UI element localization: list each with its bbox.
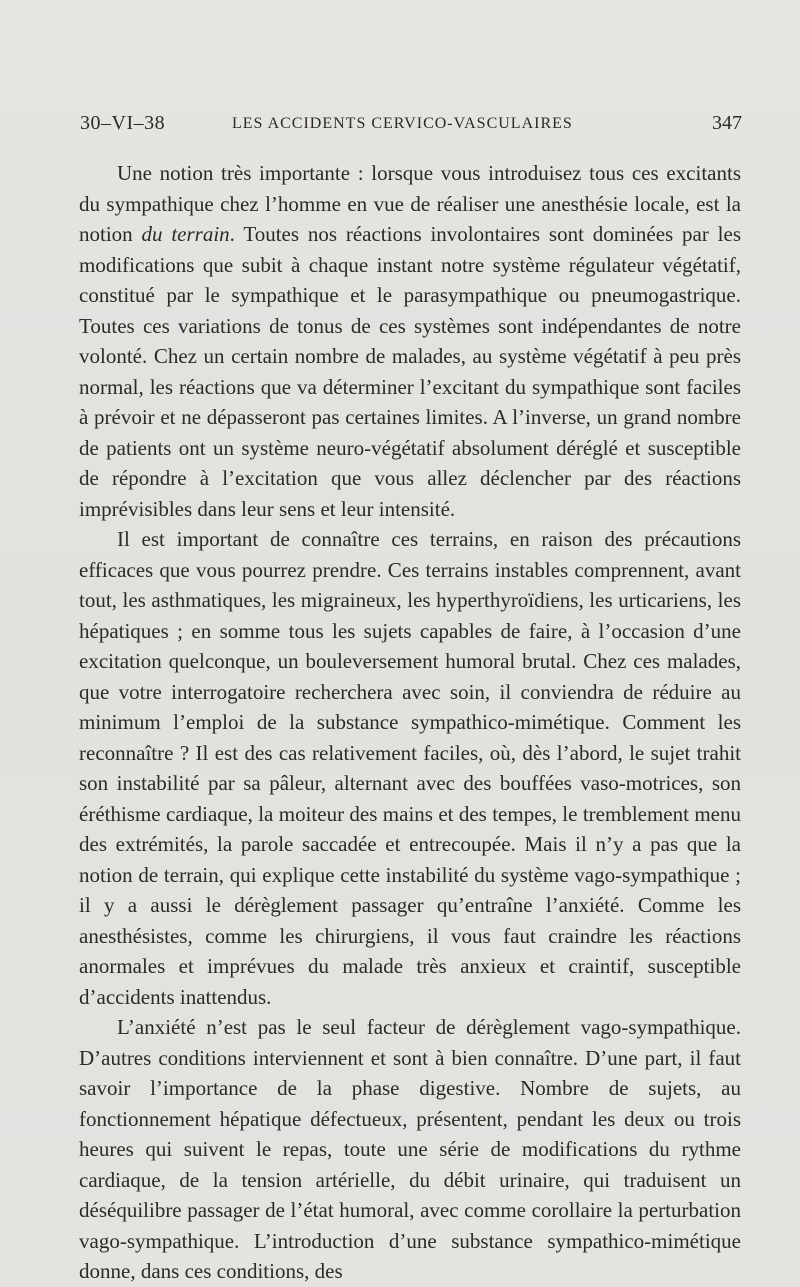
header-date: 30–VI–38 xyxy=(80,112,166,134)
paragraph-1: Une notion très importante : lorsque vous introduisez tous ces excitants du sympathique chez l’homme en vue de réaliser une anesthésie locale, est la notion du terrain. Toutes nos réactions involontaires sont dominées par les modifications que subit à chaque instant notre système régulateur végétatif, constitué par le sympathique et le parasympathique ou pneumogastrique. Toutes ces variations de tonus de ces systèmes sont indépendantes de notre volonté. Chez un certain nombre de malades, au système végétatif à peu près normal, les réactions que va déterminer l’excitant du sympathique sont faciles à prévoir et ne dépasseront pas certaines limites. A l’inverse, un grand nombre de patients ont un système neuro-végétatif absolument déréglé et susceptible de répondre à l’excitation que vous allez déclencher par des réactions imprévisibles dans leur sens et leur intensité. xyxy=(79,161,741,521)
page-number: 347 xyxy=(712,112,742,134)
paragraph-2: Il est important de connaître ces terrains, en raison des précautions efficaces que vous pourrez prendre. Ces terrains instables comprennent, avant tout, les asthmatiques, les migraineux, les hyperthyroïdiens, les urticariens, les hépatiques ; en somme tous les sujets capables de faire, à l’occasion d’une excitation quelconque, un bouleversement humoral brutal. Chez ces malades, que votre interrogatoire recherchera avec soin, il conviendra de réduire au minimum l’emploi de la substance sympathico-mimétique. Comment les reconnaître ? Il est des cas relativement faciles, où, dès l’abord, le sujet trahit son instabilité par sa pâleur, alternant avec des bouffées vaso-motrices, son éréthisme cardiaque, la moiteur des mains et des tempes, le tremblement menu des extrémités, la parole saccadée et entrecoupée. Mais il n’y a pas que la notion de terrain, qui explique cette instabilité du système vago-sympathique ; il y a aussi le dérèglement passager qu’entraîne l’anxiété. Comme les anesthésistes, comme les chirurgiens, il vous faut craindre les réactions anormales et imprévues du malade très anxieux et craintif, susceptible d’accidents inattendus. xyxy=(79,527,741,1009)
paragraph-3: L’anxiété n’est pas le seul facteur de dérèglement vago-sympathique. D’autres conditions interviennent et sont à bien connaître. D’une part, il faut savoir l’importance de la phase digestive. Nombre de sujets, au fonctionnement hépatique défectueux, présentent, pendant les deux ou trois heures qui suivent le repas, toute une série de modifications du rythme cardiaque, de la tension artérielle, du débit urinaire, qui traduisent un déséquilibre passager de l’état humoral, avec comme corollaire la perturbation vago-sympathique. L’introduction d’une substance sympathico-mimétique donne, dans ces conditions, des xyxy=(79,1015,741,1283)
running-title: LES ACCIDENTS CERVICO-VASCULAIRES xyxy=(232,115,573,132)
page-header xyxy=(80,112,742,140)
body-text xyxy=(79,158,741,1287)
